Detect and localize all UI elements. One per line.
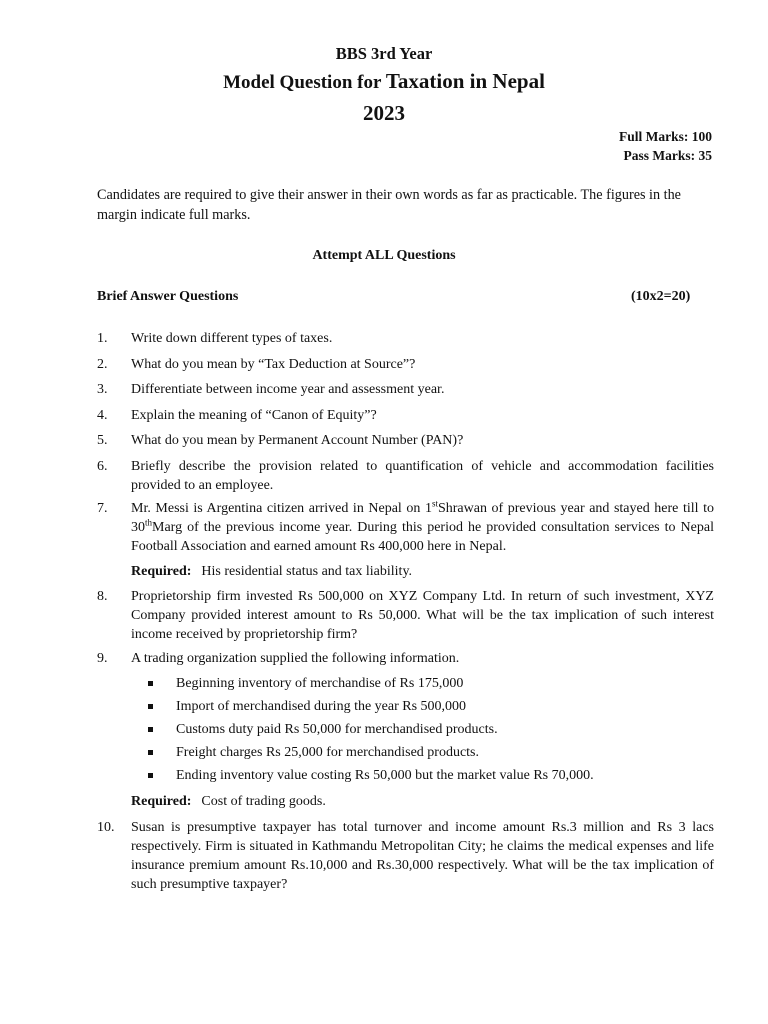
question-text: Proprietorship firm invested Rs 500,000 on XYZ Company Ltd. In return of such investment, XYZ Company provided interest amount to Rs 50,000. What will be the tax implication of such interest income received by proprietorship firm? — [131, 589, 714, 642]
question-number: 10. — [97, 820, 115, 835]
list-item — [146, 743, 479, 762]
required-note — [131, 562, 412, 581]
bullet-icon — [148, 750, 153, 755]
paper-year: 2023 — [363, 101, 405, 125]
list-item-text: Ending inventory value costing Rs 50,000 but the market value Rs 70,000. — [176, 768, 594, 783]
ordinal-suffix: st — [431, 498, 438, 509]
question-number: 1. — [97, 331, 108, 346]
question-text-part: Shrawan of previous year and stayed here till to 30 — [131, 501, 714, 535]
question-text: What do you mean by “Tax Deduction at Source”? — [131, 357, 416, 372]
bullet-icon — [148, 681, 153, 686]
question-text-part: Marg of the previous income year. During this period he provided consultation services to Nepal Football Association and earned amount Rs 400,000 here in Nepal. — [131, 520, 714, 554]
paper-title-prefix: Model Question for — [223, 72, 386, 93]
required-label: Required: — [131, 564, 192, 579]
full-marks: Full Marks: 100 — [619, 129, 712, 144]
question-item — [97, 406, 714, 425]
question-number: 3. — [97, 382, 108, 397]
question-number: 5. — [97, 433, 108, 448]
list-item — [146, 697, 466, 716]
question-item — [97, 649, 714, 668]
question-text — [131, 499, 714, 556]
question-number: 8. — [97, 589, 108, 604]
question-number: 7. — [97, 501, 108, 516]
question-number: 9. — [97, 651, 108, 666]
question-item — [97, 499, 714, 556]
bullet-icon — [148, 704, 153, 709]
bullet-icon — [148, 727, 153, 732]
section-marks: (10x2=20) — [631, 289, 691, 304]
question-number: 6. — [97, 459, 108, 474]
ordinal-suffix: th — [145, 517, 153, 528]
question-text: Briefly describe the provision related to quantification of vehicle and accommodation facilities provided to an employee. — [131, 459, 714, 493]
bullet-icon — [148, 773, 153, 778]
question-item — [97, 431, 714, 450]
list-item-text: Customs duty paid Rs 50,000 for merchandised products. — [176, 722, 498, 737]
question-item — [97, 818, 714, 894]
paper-title-subject: Taxation in Nepal — [385, 69, 545, 93]
question-item — [97, 329, 714, 348]
question-item — [97, 587, 714, 644]
list-item — [146, 720, 498, 739]
instructions-paragraph: Candidates are required to give their answer in their own words as far as practicable. The figures in the margin indicate full marks. — [97, 187, 681, 223]
question-text: A trading organization supplied the following information. — [131, 651, 460, 666]
question-number: 2. — [97, 357, 108, 372]
question-number: 4. — [97, 408, 108, 423]
question-text-part: Mr. Messi is Argentina citizen arrived in Nepal on 1 — [131, 501, 432, 516]
question-text: What do you mean by Permanent Account Number (PAN)? — [131, 433, 464, 448]
question-text: Write down different types of taxes. — [131, 331, 333, 346]
attempt-all-heading: Attempt ALL Questions — [312, 248, 456, 263]
question-text: Explain the meaning of “Canon of Equity”? — [131, 408, 377, 423]
paper-title — [0, 69, 768, 94]
question-item — [97, 380, 714, 399]
required-text: Cost of trading goods. — [201, 794, 326, 809]
question-text: Differentiate between income year and assessment year. — [131, 382, 445, 397]
required-label: Required: — [131, 794, 192, 809]
question-item — [97, 457, 714, 495]
pass-marks: Pass Marks: 35 — [623, 148, 712, 163]
list-item-text: Beginning inventory of merchandise of Rs 175,000 — [176, 676, 464, 691]
list-item-text: Freight charges Rs 25,000 for merchandised products. — [176, 745, 480, 760]
section-title: Brief Answer Questions — [97, 289, 239, 304]
list-item-text: Import of merchandised during the year Rs 500,000 — [176, 699, 467, 714]
question-item — [97, 355, 714, 374]
list-item — [146, 674, 463, 693]
question-text: Susan is presumptive taxpayer has total turnover and income amount Rs.3 million and Rs 3 lacs respectively. Firm is situated in Kathmandu Metropolitan City; he claims the medical expenses and life insurance premium amount Rs.10,000 and Rs.30,000 respectively. What will be the tax implication of such presumptive taxpayer? — [131, 820, 714, 892]
required-note — [131, 792, 326, 811]
course-heading: BBS 3rd Year — [335, 44, 433, 63]
list-item — [146, 766, 594, 785]
required-text: His residential status and tax liability. — [201, 564, 413, 579]
